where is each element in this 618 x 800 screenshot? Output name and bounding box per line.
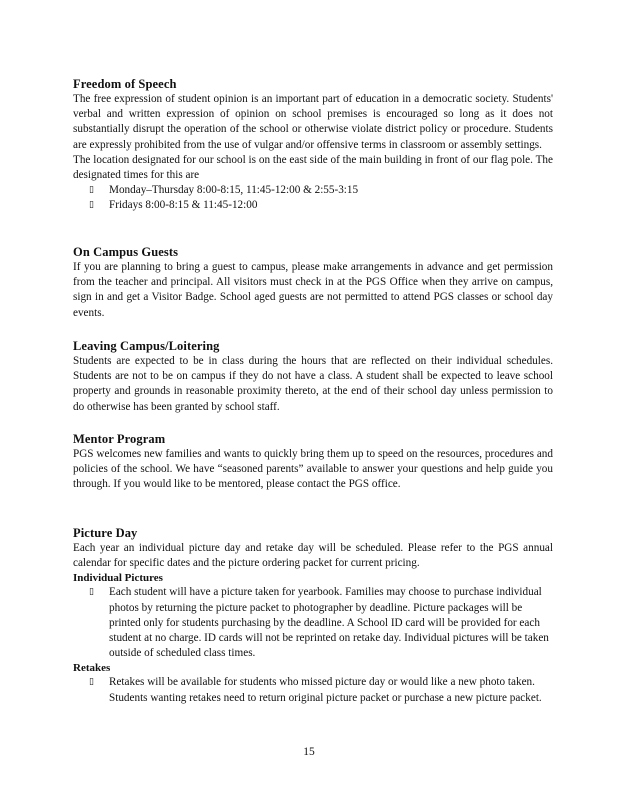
section-heading: Leaving Campus/Loitering bbox=[73, 339, 220, 353]
section-picture-day bbox=[73, 525, 553, 706]
section-paragraph: The location designated for our school is on the east side of the main building in front of our flag pole. The designated times for this are bbox=[73, 153, 553, 182]
section-heading: Freedom of Speech bbox=[73, 77, 177, 91]
unknown-glyph-icon: ▯ bbox=[89, 200, 94, 211]
bullet-list bbox=[73, 183, 553, 213]
subsection-heading: Individual Pictures bbox=[73, 572, 163, 585]
list-item bbox=[73, 585, 553, 661]
list-item-text: Retakes will be available for students who missed picture day or would like a new photo taken. Students wanting retakes need to return original picture packet or purchase a new picture packet. bbox=[109, 676, 542, 704]
list-item-text: Monday–Thursday 8:00-8:15, 11:45-12:00 & 2:55-3:15 bbox=[109, 184, 359, 197]
section-mentor-program bbox=[73, 431, 553, 493]
section-heading: On Campus Guests bbox=[73, 245, 179, 259]
section-heading: Mentor Program bbox=[73, 432, 166, 446]
section-freedom-of-speech bbox=[73, 76, 553, 214]
bullet-list bbox=[73, 675, 553, 705]
unknown-glyph-icon: ▯ bbox=[89, 677, 94, 688]
section-paragraph: If you are planning to bring a guest to campus, please make arrangements in advance and get permission from the teacher and principal. All visitors must check in at the PGS Office when they arrive on campus, sign in and get a Visitor Badge. School aged guests are not permitted to attend PGS classes or school day events. bbox=[73, 261, 553, 319]
list-item bbox=[73, 183, 553, 198]
section-on-campus-guests bbox=[73, 244, 553, 321]
unknown-glyph-icon: ▯ bbox=[89, 587, 94, 598]
section-paragraph: The free expression of student opinion is an important part of education in a democratic society. Students' verbal and written expression of opinion on school premises is encouraged so long as it does not substantially disrupt the operation of the school or otherwise violate district policy or procedure. Students are expressly prohibited from the use of vulgar and/or offensive terms in classroom or assembly settings. bbox=[73, 93, 553, 151]
page-number: 15 bbox=[303, 746, 315, 758]
list-item bbox=[73, 675, 553, 705]
section-paragraph: Each year an individual picture day and retake day will be scheduled. Please refer to the PGS annual calendar for specific dates and the picture ordering packet for current pricing. bbox=[73, 542, 553, 570]
section-heading: Picture Day bbox=[73, 526, 138, 540]
bullet-list bbox=[73, 585, 553, 661]
list-item-text: Fridays 8:00-8:15 & 11:45-12:00 bbox=[109, 199, 258, 212]
section-paragraph: Students are expected to be in class during the hours that are reflected on their individual schedules. Students are not to be on campus if they do not have a class. A student shall be expected to leave school property and grounds in reasonable proximity thereto, at the end of their school day unless permission to do otherwise has been granted by school staff. bbox=[73, 355, 553, 413]
subsection-heading: Retakes bbox=[73, 662, 111, 675]
unknown-glyph-icon: ▯ bbox=[89, 185, 94, 196]
section-paragraph: PGS welcomes new families and wants to quickly bring them up to speed on the resources, procedures and policies of the school. We have “seasoned parents” available to answer your questions and help guide you through. If you would like to be mentored, please contact the PGS office. bbox=[73, 448, 553, 491]
section-leaving-campus bbox=[73, 338, 553, 415]
list-item-text: Each student will have a picture taken for yearbook. Families may choose to purchase individual photos by returning the picture packet to photographer by deadline. Picture packages will be printed only for students purchasing by the deadline. A School ID card will be provided for each student at no charge. ID cards will not be reprinted on retake day. Individual pictures will be taken outside of scheduled class times. bbox=[109, 586, 549, 660]
list-item bbox=[73, 198, 553, 213]
